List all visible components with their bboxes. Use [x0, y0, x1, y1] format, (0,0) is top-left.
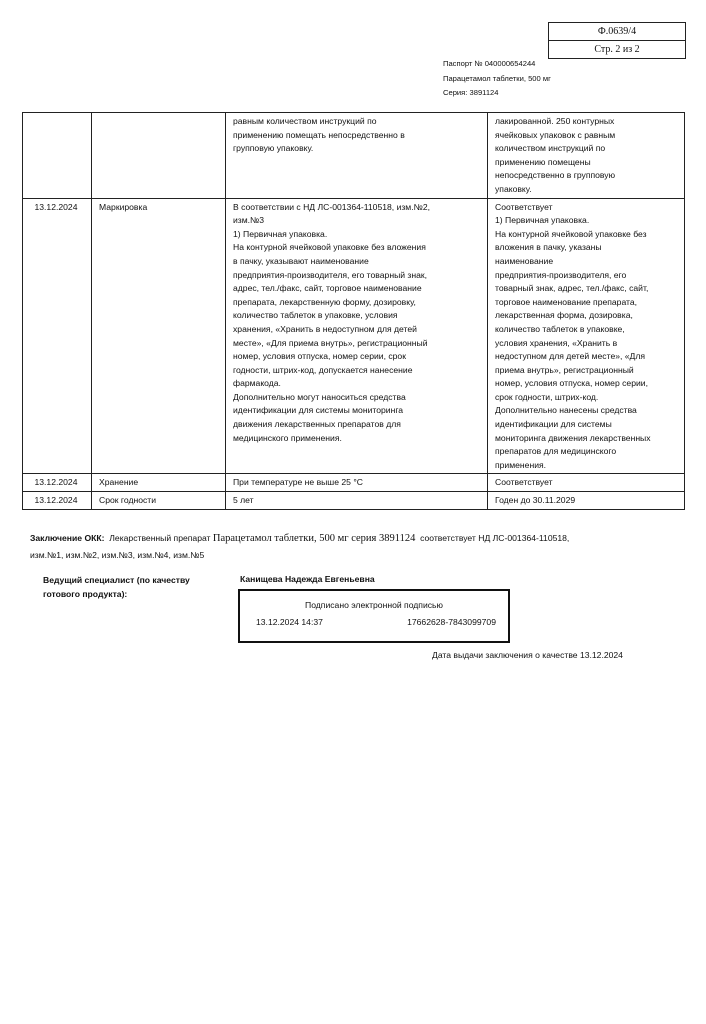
conclusion-tail: соответствует НД ЛС-001364-110518,: [420, 533, 570, 543]
test-result: Соответствует: [488, 474, 685, 492]
e-signature-stamp: [238, 589, 510, 643]
signatory-name: Канищева Надежда Евгеньевна: [240, 574, 375, 584]
passport-series: Серия: 3891124: [443, 88, 499, 97]
test-name: Хранение: [92, 474, 226, 492]
page-counter: Стр. 2 из 2: [549, 40, 685, 58]
conclusion-label: Заключение ОКК:: [30, 533, 105, 543]
table-row: [23, 492, 685, 510]
form-code: Ф.0639/4: [597, 26, 637, 37]
test-date: 13.12.2024: [23, 198, 92, 474]
e-signature-datetime: 13.12.2024 14:37: [256, 617, 323, 627]
issue-date: Дата выдачи заключения о качестве 13.12.2024: [432, 650, 623, 660]
test-date: [23, 113, 92, 199]
signatory-role: Ведущий специалист (по качеству готового продукта):: [43, 575, 190, 599]
test-requirement: 5 лет: [226, 492, 488, 510]
conclusion-product: Парацетамол таблетки, 500 мг серия 3891124: [212, 533, 416, 544]
table-row: [23, 474, 685, 492]
test-result: Годен до 30.11.2029: [488, 492, 685, 510]
table-row: [23, 113, 685, 199]
test-result: лакированной. 250 контурных ячейковых упаковок с равным количеством инструкций по применению помещены непосредственно в групповую упаковку.: [488, 113, 685, 199]
conclusion-line-2: изм.№1, изм.№2, изм.№3, изм.№4, изм.№5: [30, 550, 205, 560]
test-name: [92, 113, 226, 199]
passport-product: Парацетамол таблетки, 500 мг: [443, 73, 551, 83]
conclusion-line-1: [30, 530, 690, 547]
passport-header: [443, 57, 551, 101]
e-signature-id: 17662628-7843099709: [407, 617, 496, 627]
test-date: 13.12.2024: [23, 474, 92, 492]
conclusion: [30, 530, 690, 563]
test-name: Срок годности: [92, 492, 226, 510]
e-signature-title: Подписано электронной подписью: [305, 600, 443, 610]
passport-number: Паспорт № 040000654244: [443, 59, 536, 68]
quality-table: [22, 112, 685, 510]
test-requirement: равным количеством инструкций по применению помещать непосредственно в групповую упаковку.: [226, 113, 488, 199]
test-date: 13.12.2024: [23, 492, 92, 510]
conclusion-lead: Лекарственный препарат: [109, 533, 211, 543]
form-code-box: [548, 22, 686, 59]
test-name: Маркировка: [92, 198, 226, 474]
test-requirement: В соответствии с НД ЛС-001364-110518, изм.№2, изм.№3 1) Первичная упаковка. На контурной ячейковой упаковке без вложения в пачку, указывают наименование предприятия-производителя, его товарный знак, адрес, тел./факс, сайт, торговое наименование препарата, лекарственную форму, дозировку, количество таблеток в упаковке, условия хранения, «Хранить в недоступном для детей месте», «Для приема внутрь», регистрационный номер, условия отпуска, номер серии, срок годности, штрих-код, допускается нанесение фармакода. Дополнительно могут наноситься средства идентификации для системы мониторинга движения лекарственных препаратов для медицинского применения.: [226, 198, 488, 474]
table-row: [23, 198, 685, 474]
test-requirement: При температуре не выше 25 °С: [226, 474, 488, 492]
test-result: Соответствует 1) Первичная упаковка. На контурной ячейковой упаковке без вложения в пачку, указаны наименование предприятия-производителя, его товарный знак, адрес, тел./факс, сайт, торговое наименование препарата, лекарственная форма, дозировка, количество таблеток в упаковке, условия хранения, «Хранить в недоступном для детей месте», «Для приема внутрь», регистрационный номер, условия отпуска, номер серии, срок годности, штрих-код. Дополнительно нанесены средства идентификации для системы мониторинга движения лекарственных препаратов для медицинского применения.: [488, 198, 685, 474]
